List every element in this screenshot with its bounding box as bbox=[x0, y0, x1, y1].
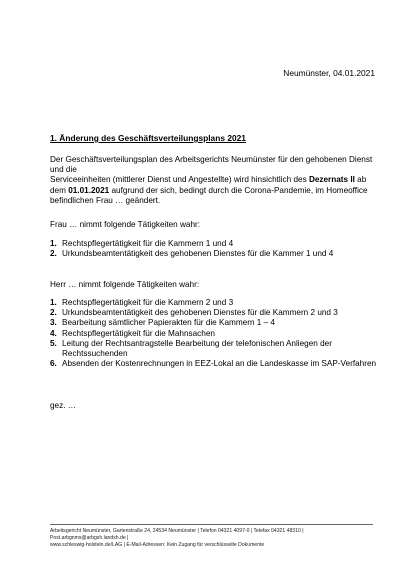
signoff: gez. … bbox=[50, 401, 76, 410]
list-item bbox=[50, 318, 380, 328]
list-number: 4. bbox=[50, 328, 57, 338]
list-text: Bearbeitung sämtlicher Papierakten für die Kammern 1 – 4 bbox=[62, 318, 275, 328]
list-number: 5. bbox=[50, 338, 57, 348]
list-item bbox=[50, 339, 380, 359]
section-heading: 1. Änderung des Geschäftsverteilungsplans 2021 bbox=[50, 133, 246, 143]
list-text: Rechtspflegertätigkeit für die Mahnsachen bbox=[62, 328, 215, 338]
list-item bbox=[50, 249, 380, 259]
list-item bbox=[50, 298, 380, 308]
list-text: Urkundsbeamtentätigkeit des gehobenen Dienstes für die Kammern 2 und 3 bbox=[62, 308, 338, 318]
list-number: 2. bbox=[50, 308, 57, 318]
section1-list bbox=[50, 239, 380, 259]
section1-intro: Frau … nimmt folgende Tätigkeiten wahr: bbox=[50, 220, 201, 229]
section2-list bbox=[50, 298, 380, 369]
list-item bbox=[50, 359, 380, 369]
footer-email-line: Post.arbgnms@arbgsh.landsh.de | bbox=[50, 535, 129, 541]
footer-web-line: www.schleswig-holstein.de/LAG | E-Mail-Adressen: Kein Zugang für verschlüsselte Dokumente bbox=[50, 542, 265, 548]
list-text: Absenden der Kostenrechnungen in EEZ-Lokal an die Landeskasse im SAP-Verfahren bbox=[62, 359, 377, 369]
paragraph-bold-date: 01.01.2021 bbox=[68, 185, 110, 195]
list-item bbox=[50, 329, 380, 339]
date-line: Neumünster, 04.01.2021 bbox=[283, 68, 375, 78]
list-number: 1. bbox=[50, 298, 57, 307]
list-text: Leitung der Rechtsantragstelle Bearbeitung der telefonischen Anliegen der Rechtssuchenden bbox=[62, 338, 332, 359]
footer-address-line: Arbeitsgericht Neumünster, Gartenstraße 24, 24534 Neumünster | Telefon 04321 4097-0 | Telefax 04321 48310 | bbox=[50, 528, 304, 534]
paragraph-text-1: Der Geschäftsverteilungsplan des Arbeitsgerichts Neumünster für den gehobenen Dienst und die bbox=[50, 155, 373, 175]
intro-paragraph bbox=[50, 155, 380, 206]
footer-divider bbox=[50, 524, 373, 525]
list-text: Urkundsbeamtentätigkeit des gehobenen Dienstes für die Kammer 1 und 4 bbox=[62, 249, 334, 259]
list-item bbox=[50, 239, 380, 249]
list-number: 3. bbox=[50, 318, 57, 328]
list-number: 6. bbox=[50, 359, 57, 369]
list-item bbox=[50, 308, 380, 318]
paragraph-text-3: ab dem bbox=[50, 175, 367, 195]
list-text: Rechtspflegertätigkeit für die Kammern 2 und 3 bbox=[62, 298, 234, 307]
footer bbox=[50, 528, 380, 549]
paragraph-bold-dezernat: Dezernats II bbox=[308, 175, 355, 185]
list-text: Rechtspflegertätigkeit für die Kammern 1 und 4 bbox=[62, 239, 234, 248]
paragraph-text-2: Serviceeinheiten (mittlerer Dienst und Angestellte) wird hinsichtlich des bbox=[50, 175, 309, 185]
list-number: 2. bbox=[50, 249, 57, 259]
paragraph-text-4: aufgrund der sich, bedingt durch die Corona-Pandemie, im Homeoffice befindlichen Frau … geändert. bbox=[50, 185, 368, 205]
section2-intro: Herr … nimmt folgende Tätigkeiten wahr: bbox=[50, 280, 200, 289]
list-number: 1. bbox=[50, 239, 57, 248]
